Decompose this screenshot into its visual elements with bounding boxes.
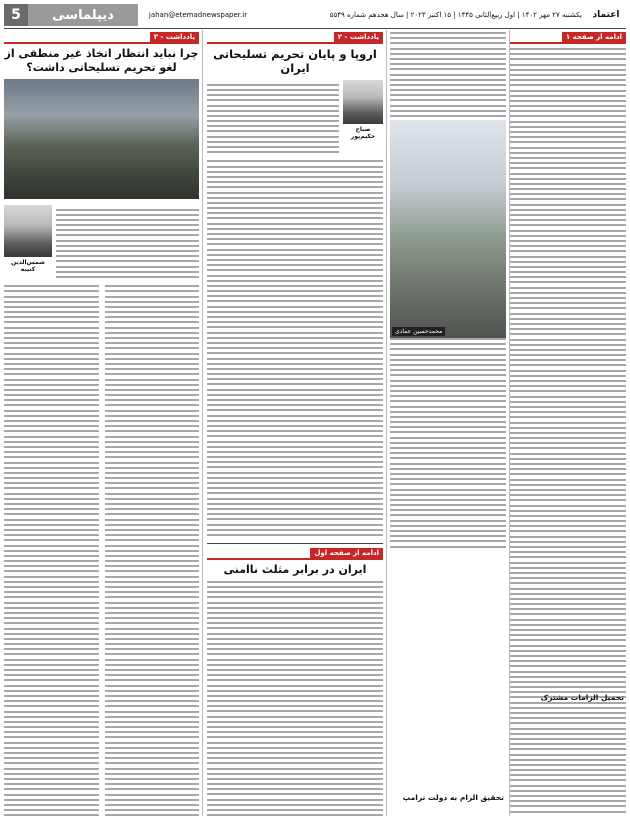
photo-caption: محمدحسین عمادی — [392, 327, 445, 336]
column-tag: یادداشت - ۳ — [150, 32, 199, 42]
tag-bar — [207, 32, 383, 44]
tag-bar — [510, 32, 626, 44]
date-line: یکشنبه ۲۷ مهر ۱۴۰۲ | اول ربیع‌الثانی ۱۴۴۵ | ۱۵ اکتبر ۲۰۲۳ | سال هجدهم شماره ۵۵۴۹ — [329, 11, 582, 19]
article-headline: اروپا و پایان تحریم تسلیحاتی ایران — [213, 47, 377, 76]
continuation-tag: ادامه از صفحه ۱ — [562, 32, 626, 42]
column-center-top — [207, 32, 383, 538]
column-left — [4, 32, 199, 816]
article-headline: چرا نباید انتظار اتخاذ غیر منطقی از لغو تحریم تسلیحاتی داشت؟ — [4, 47, 199, 74]
continuation-tag: ادامه از صفحه اول — [310, 548, 383, 558]
tag-bar — [207, 548, 383, 560]
article-text — [105, 285, 200, 816]
parade-photo — [4, 79, 199, 199]
section-title: دیپلماسی — [28, 4, 138, 26]
article-text — [207, 84, 339, 157]
center-divider — [207, 543, 383, 544]
header-rule — [4, 28, 626, 29]
author-box — [4, 205, 52, 282]
subheading: تحمیل الزامات مشترک — [540, 693, 624, 702]
column-center-bottom — [207, 548, 383, 816]
tag-bar — [4, 32, 199, 44]
article-text — [56, 209, 199, 282]
author-portrait — [343, 80, 383, 124]
article-headline: ایران در برابر مثلث ناامنی — [223, 563, 367, 576]
column-tag: یادداشت - ۲ — [334, 32, 383, 42]
page-header — [4, 4, 626, 26]
author-box — [343, 80, 383, 157]
street-photo — [390, 120, 506, 338]
page-number: 5 — [4, 4, 28, 26]
author-portrait — [4, 205, 52, 257]
email-address[interactable]: jahan@etemadnewspaper.ir — [148, 11, 248, 19]
newspaper-logo: اعتماد — [592, 10, 620, 20]
subheading: تحقیق الزام به دولت ترامپ — [402, 793, 504, 802]
article-text — [207, 160, 383, 538]
article-text — [4, 285, 99, 816]
author-name: شمس‌الدین کتیبه — [11, 258, 45, 273]
author-name: صباح حکیم‌پور — [350, 125, 376, 140]
article-text — [207, 581, 383, 816]
